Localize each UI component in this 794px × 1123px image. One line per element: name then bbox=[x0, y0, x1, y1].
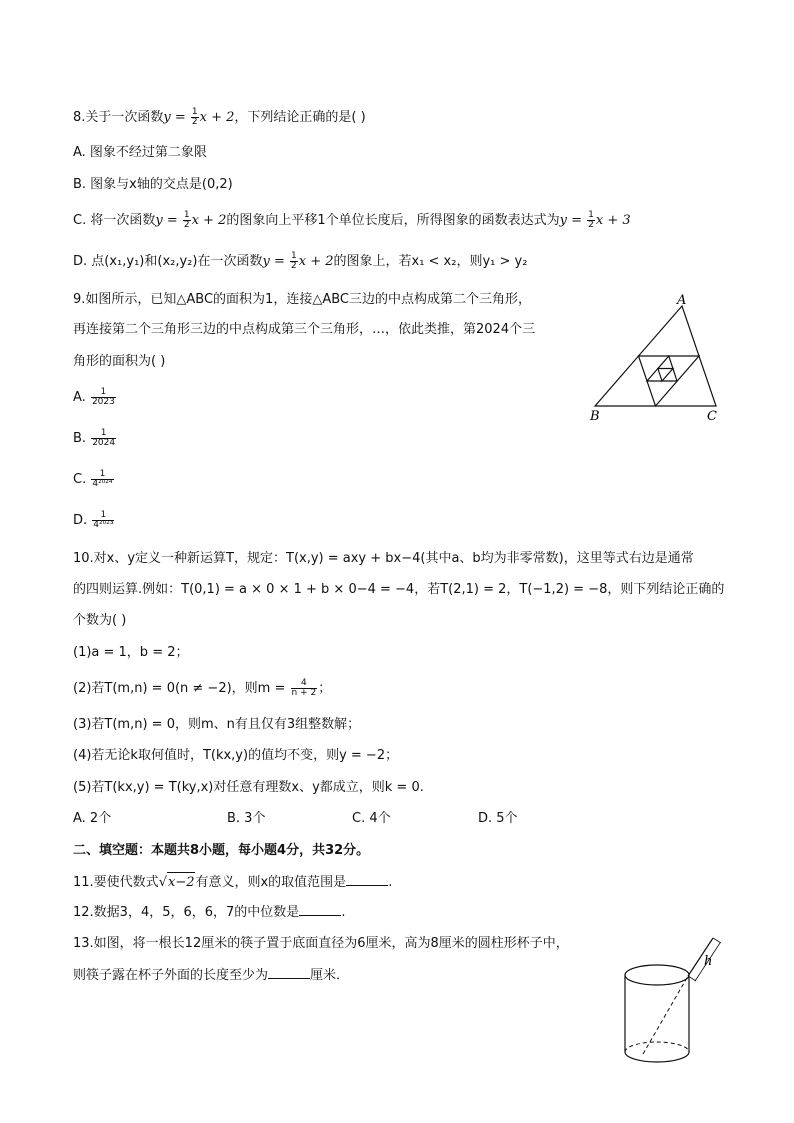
label-a: A bbox=[677, 293, 687, 308]
q12-answer-blank bbox=[299, 903, 341, 916]
q8-c-frac bbox=[183, 211, 191, 230]
q11-post: 有意义，则x的取值范围是 bbox=[195, 875, 347, 890]
q9-line3: 角形的面积为( ) bbox=[73, 354, 166, 369]
q8-option-a: A. 图象不经过第二象限 bbox=[73, 145, 207, 160]
label-c: C bbox=[707, 409, 717, 424]
q8-c-frac-den: 2 bbox=[183, 220, 190, 230]
q8-c-frac2-den: 2 bbox=[588, 220, 594, 230]
q11 bbox=[73, 872, 392, 893]
q13-cup-figure bbox=[615, 930, 735, 1070]
q10-s2-frac bbox=[291, 679, 318, 698]
q8-eq-lhs: y = bbox=[163, 110, 190, 125]
q13-line2 bbox=[73, 966, 349, 986]
q9-d-den: 4²⁰²³ bbox=[93, 520, 114, 530]
label-h: h bbox=[704, 954, 713, 969]
q12 bbox=[73, 903, 345, 923]
q9-c-frac bbox=[91, 470, 113, 489]
q10-line2: 的四则运算.例如：T(0,1) = a × 0 × 1 + b × 0−4 = −4，若T(2,1) = 2，T(−1,2) = −8，则下列结论正确的 bbox=[73, 582, 725, 597]
q8-c-eq-lhs2: y = bbox=[559, 213, 587, 228]
q9-option-d bbox=[73, 511, 115, 531]
q10-statement-2 bbox=[73, 679, 331, 699]
q8-d-text: 在一次函数 bbox=[197, 254, 263, 269]
q8-option-d bbox=[73, 252, 527, 272]
q10-s2-num: 4 bbox=[291, 679, 318, 689]
q10-s2-pre: (2)若T(m,n) = 0(n ≠ −2)，则m = bbox=[73, 681, 290, 696]
q10-option-b: B. 3个 bbox=[227, 811, 266, 826]
q8-c-mid: 的图象向上平移1个单位长度后，所得图象的函数表达式为 bbox=[226, 213, 560, 228]
q8-c-frac2 bbox=[587, 211, 595, 230]
q10-option-a: A. 2个 bbox=[73, 811, 112, 826]
q8-d-frac-num: 1 bbox=[291, 251, 297, 261]
q10-statement-1: (1)a = 1，b = 2； bbox=[73, 645, 189, 660]
q11-radicand: x−2 bbox=[167, 872, 196, 893]
q8-d-frac-den: 2 bbox=[291, 261, 297, 271]
q9-option-b bbox=[73, 429, 117, 449]
cup-bottom-back bbox=[625, 1042, 689, 1052]
q10-statement-3: (3)若T(m,n) = 0，则m、n有且仅有3组整数解； bbox=[73, 717, 361, 732]
sqrt-sign: √ bbox=[158, 875, 167, 890]
q9-c-label: C. bbox=[73, 472, 87, 487]
q10-line1: 10.对x、y定义一种新运算T，规定：T(x,y) = axy + bx−4(其中a、b均为非零常数)，这里等式右边是通常 bbox=[73, 551, 694, 566]
q11-pre: 11.要使代数式 bbox=[73, 875, 159, 890]
q8-stem-pre: 8.关于一次函数 bbox=[73, 110, 164, 125]
q12-pre: 12.数据3，4，5，6，6，7的中位数是 bbox=[73, 905, 300, 920]
q9-a-den: 2023 bbox=[91, 397, 115, 407]
q9-a-num: 1 bbox=[91, 388, 116, 398]
q13-line2-pre: 则筷子露在杯子外面的长度至少为 bbox=[73, 968, 269, 983]
q8-d-p1: ₁,y₁) bbox=[117, 254, 145, 269]
q9-d-label: D. bbox=[73, 513, 88, 528]
section-2-heading: 二、填空题：本题共8小题，每小题4分，共32分。 bbox=[73, 843, 370, 858]
q8-frac bbox=[191, 108, 199, 127]
q8-d-pre: D. 点(x bbox=[73, 254, 118, 269]
q8-c-frac2-num: 1 bbox=[588, 210, 594, 220]
q10-statement-4: (4)若无论k取何值时，T(kx,y)的值均不变，则y = −2； bbox=[73, 748, 399, 763]
q8-option-b: B. 图象与x轴的交点是(0,2) bbox=[73, 177, 233, 192]
q8-d-eq-rhs: x + 2 bbox=[298, 254, 334, 269]
q9-line2: 再连接第二个三角形三边的中点构成第三个三角形，…，依此类推，第2024个三 bbox=[73, 322, 536, 337]
q8-frac-den: 2 bbox=[191, 117, 198, 127]
q13-line2-post: 厘米． bbox=[310, 968, 350, 983]
q8-eq-rhs: x + 2 bbox=[199, 110, 235, 125]
q8-c-rhs2: x + 3 bbox=[595, 213, 631, 228]
q9-d-num: 1 bbox=[92, 511, 114, 521]
q9-b-den: 2024 bbox=[92, 438, 116, 448]
q9-c-den: 4²⁰²⁴ bbox=[92, 479, 113, 489]
q8-option-c bbox=[73, 211, 631, 231]
q10-s2-den: n + 2 bbox=[291, 688, 317, 698]
q9-a-label: A. bbox=[73, 390, 86, 405]
q9-b-num: 1 bbox=[91, 429, 116, 439]
q8-frac-num: 1 bbox=[191, 107, 198, 117]
h-tick-top bbox=[713, 938, 721, 943]
q9-option-c bbox=[73, 470, 115, 490]
q10-option-c: C. 4个 bbox=[352, 811, 391, 826]
q8-stem-post: ，下列结论正确的是( ) bbox=[234, 110, 366, 125]
triangle-mid-4 bbox=[658, 369, 673, 382]
q8-c-frac-num: 1 bbox=[183, 210, 190, 220]
q9-triangle-figure bbox=[585, 288, 725, 428]
q13-answer-blank bbox=[268, 966, 310, 979]
q10-option-d: D. 5个 bbox=[478, 811, 518, 826]
cup-top-rim bbox=[625, 965, 689, 985]
q8-d-eq-lhs: y = bbox=[262, 254, 289, 269]
q8-d-frac bbox=[290, 252, 298, 271]
q11-answer-blank bbox=[346, 873, 388, 886]
q8-d-mid: 和(x bbox=[144, 254, 171, 269]
q8-d-p2: ₂,y₂) bbox=[170, 254, 198, 269]
q10-s2-post: ； bbox=[318, 681, 332, 696]
q13-line1: 13.如图，将一根长12厘米的筷子置于底面直径为6厘米，高为8厘米的圆柱形杯子中， bbox=[73, 936, 569, 951]
q11-end: . bbox=[388, 875, 393, 890]
q8-c-pre: C. 将一次函数 bbox=[73, 213, 156, 228]
q9-option-a bbox=[73, 388, 117, 408]
q9-d-frac bbox=[92, 511, 114, 530]
q8-c-eq-rhs: x + 2 bbox=[191, 213, 227, 228]
q10-line3: 个数为( ) bbox=[73, 613, 127, 628]
q9-c-num: 1 bbox=[91, 470, 113, 480]
q9-b-frac bbox=[91, 429, 116, 448]
cup-bottom-front bbox=[625, 1052, 689, 1062]
q8-stem bbox=[73, 108, 366, 128]
q9-line1: 9.如图所示，已知△ABC的面积为1，连接△ABC三边的中点构成第二个三角形， bbox=[73, 292, 531, 307]
q12-end: . bbox=[341, 905, 346, 920]
q8-c-eq-lhs: y = bbox=[155, 213, 182, 228]
q10-statement-5: (5)若T(kx,y) = T(ky,x)对任意有理数x、y都成立，则k = 0. bbox=[73, 780, 424, 795]
q9-b-label: B. bbox=[73, 431, 87, 446]
q9-a-frac bbox=[91, 388, 116, 407]
q8-d-post: 的图象上，若x₁ < x₂，则y₁ > y₂ bbox=[333, 254, 528, 269]
label-b: B bbox=[590, 409, 600, 424]
